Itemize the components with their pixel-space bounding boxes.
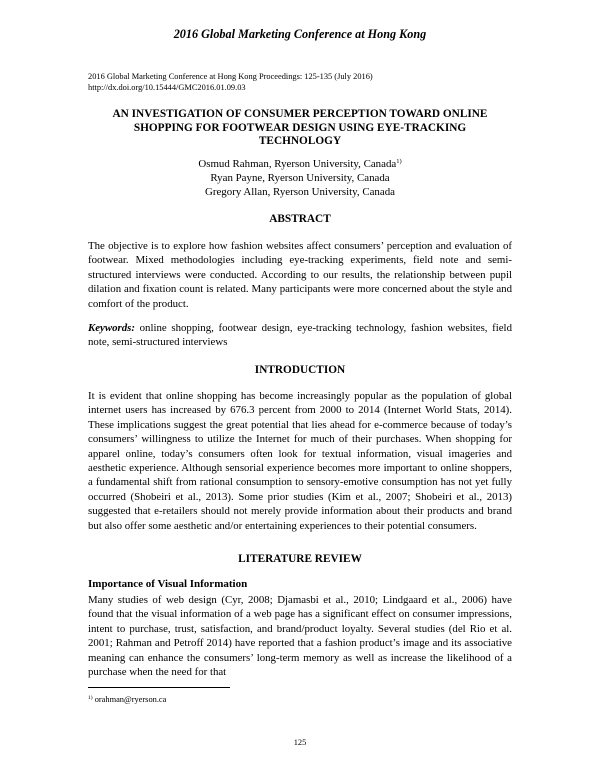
- keywords-text: online shopping, footwear design, eye-tracking technology, fashion websites, field note, semi-structured interviews: [88, 322, 512, 349]
- author-3: Gregory Allan, Ryerson University, Canada: [204, 186, 395, 198]
- literature-review-text: Many studies of web design (Cyr, 2008; Djamasbi et al., 2010; Lindgaard et al., 2006) have found that the visual information of a web page has a significant effect on consumer impressions, intent to purchase, trust, satisfaction, and brand/product loyalty. Several studies (del Rio et al. 2001; Rahman and Petroff 2014) have reported that a fashion product’s image and its associative meaning can enhance the consumers’ long-term memory as well as increase the likelihood of a purchase when the need for that: [88, 594, 512, 679]
- keywords-label: Keywords:: [88, 322, 135, 334]
- author-1: [60, 157, 540, 171]
- keywords: [88, 321, 512, 350]
- abstract-text: The objective is to explore how fashion websites affect consumers’ perception and evaluation of footwear. Mixed methodologies including eye-tracking experiments, field note and semi-structured interviews were conducted. According to our results, the relationship between pupil dilation and fixation count is related. Many participants were more concerned about the style and comfort of the product.: [88, 240, 512, 310]
- paper-title: [60, 108, 540, 149]
- title-line-2: SHOPPING FOR FOOTWEAR DESIGN USING EYE-TRACKING: [133, 121, 467, 134]
- author-1-name: Osmud Rahman, Ryerson University, Canada: [198, 158, 397, 170]
- footnote-divider: [88, 687, 230, 688]
- introduction-heading: INTRODUCTION: [254, 364, 346, 376]
- footnote-mark: 1): [88, 695, 93, 701]
- citation-block: [88, 71, 373, 93]
- author-list: [60, 157, 540, 199]
- visual-information-subheading: Importance of Visual Information: [88, 578, 248, 590]
- introduction-text: It is evident that online shopping has become increasingly popular as the population of global internet users has increased by 676.3 percent from 2000 to 2014 (Internet World Stats, 2014). These implications suggest the great potential that lies ahead for e-commerce because of today’s consumers’ willingness to utilize the Internet for much of their purchases. When shopping for apparel online, today’s consumers often look for textual information, visual imageries and aesthetic experience. Although sensorial experience becomes more important to online shoppers, a fundamental shift from rational consumption to sensory-emotive consumption has not yet fully occurred (Shobeiri et al., 2013). Some prior studies (Kim et al., 2007; Shobeiri et al., 2013) suggested that e-retailers should not merely provide information about their products and brand but also offer some aesthetic and/or entertaining experiences to their potential consumers.: [88, 390, 512, 532]
- citation-doi: http://dx.doi.org/10.15444/GMC2016.01.09.03: [88, 83, 246, 92]
- footnote-email: orahman@ryerson.ca: [92, 695, 167, 704]
- abstract-heading: ABSTRACT: [269, 213, 331, 225]
- page-number: 125: [293, 738, 307, 747]
- author-2: Ryan Payne, Ryerson University, Canada: [210, 172, 390, 184]
- title-line-1: AN INVESTIGATION OF CONSUMER PERCEPTION TOWARD ONLINE: [112, 108, 488, 120]
- footnote: [88, 695, 166, 704]
- running-header: 2016 Global Marketing Conference at Hong Kong: [173, 27, 427, 41]
- citation-proceedings: 2016 Global Marketing Conference at Hong Kong Proceedings: 125-135 (July 2016): [88, 72, 373, 81]
- literature-review-heading: LITERATURE REVIEW: [238, 553, 362, 565]
- title-line-3: TECHNOLOGY: [258, 135, 342, 147]
- author-1-footnote-mark: 1): [396, 158, 402, 165]
